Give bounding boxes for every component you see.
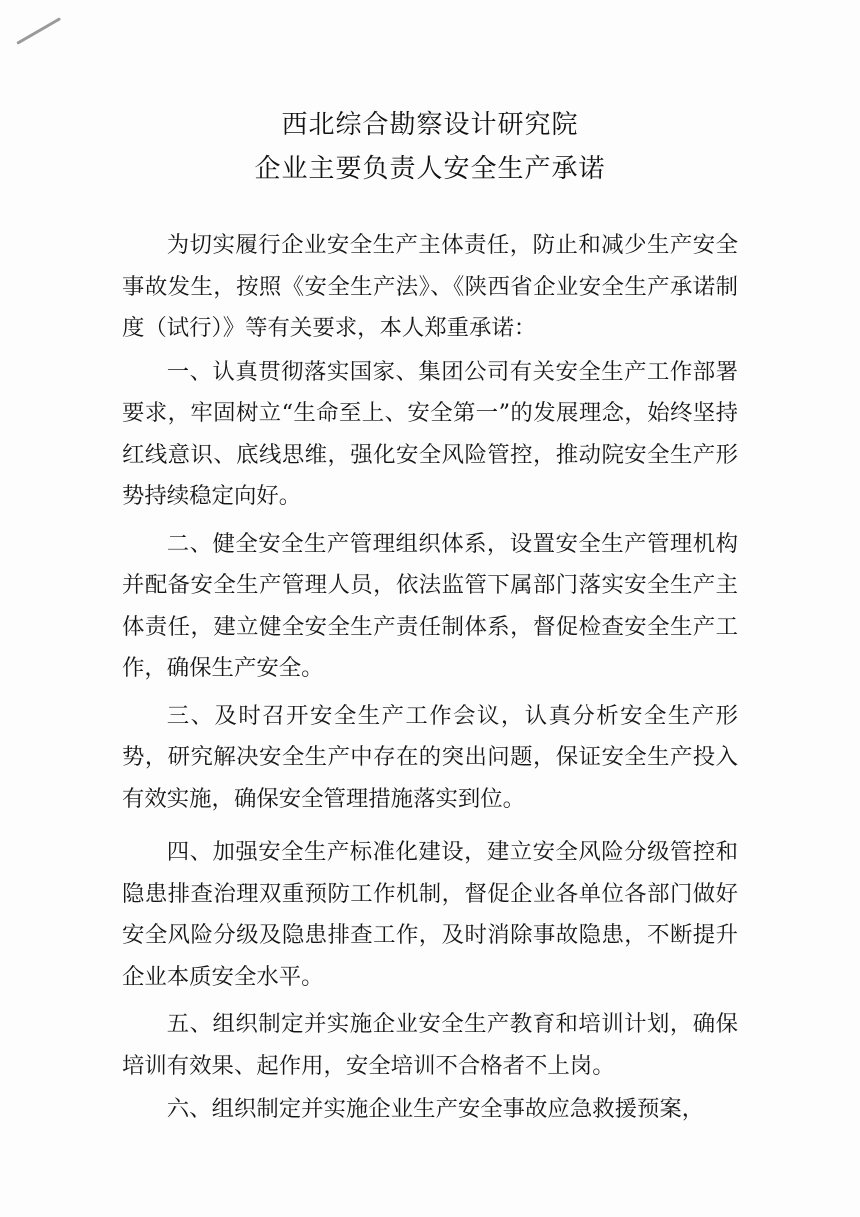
paragraph-item-5: 五、组织制定并实施企业安全生产教育和培训计划，确保培训有效果、起作用，安全培训不合格者不上岗。 xyxy=(122,1011,738,1079)
title-organization: 西北综合勘察设计研究院 xyxy=(281,110,579,140)
paragraph-item-1: 一、认真贯彻落实国家、集团公司有关安全生产工作部署要求，牢固树立“生命至上、安全第一”的发展理念，始终坚持红线意识、底线思维，强化安全风险管控，推动院安全生产形势持续稳定向好。 xyxy=(122,358,738,509)
staple-mark xyxy=(16,17,61,45)
paragraph-item-3: 三、及时召开安全生产工作会议，认真分析安全生产形势，研究解决安全生产中存在的突出问题，保证安全生产投入有效实施，确保安全管理措施落实到位。 xyxy=(122,702,738,812)
document-body xyxy=(122,225,738,1131)
paragraph-item-2: 二、健全安全生产管理组织体系，设置安全生产管理机构并配备安全生产管理人员，依法监管下属部门落实安全生产主体责任，建立健全安全生产责任制体系，督促检查安全生产工作，确保生产安全。 xyxy=(122,530,738,681)
paragraph-intro: 为切实履行企业安全生产主体责任，防止和减少生产安全事故发生，按照《安全生产法》、《陕西省企业安全生产承诺制度（试行）》等有关要求，本人郑重承诺： xyxy=(122,232,738,341)
title-commitment: 企业主要负责人安全生产承诺 xyxy=(254,154,606,184)
document-title xyxy=(0,103,860,191)
paragraph-item-6: 六、组织制定并实施企业生产安全事故应急救援预案， xyxy=(166,1096,705,1122)
paragraph-item-4: 四、加强安全生产标准化建设，建立安全风险分级管控和隐患排查治理双重预防工作机制，督促企业各单位各部门做好安全风险分级及隐患排查工作，及时消除事故隐患，不断提升企业本质安全水平。 xyxy=(122,839,738,990)
